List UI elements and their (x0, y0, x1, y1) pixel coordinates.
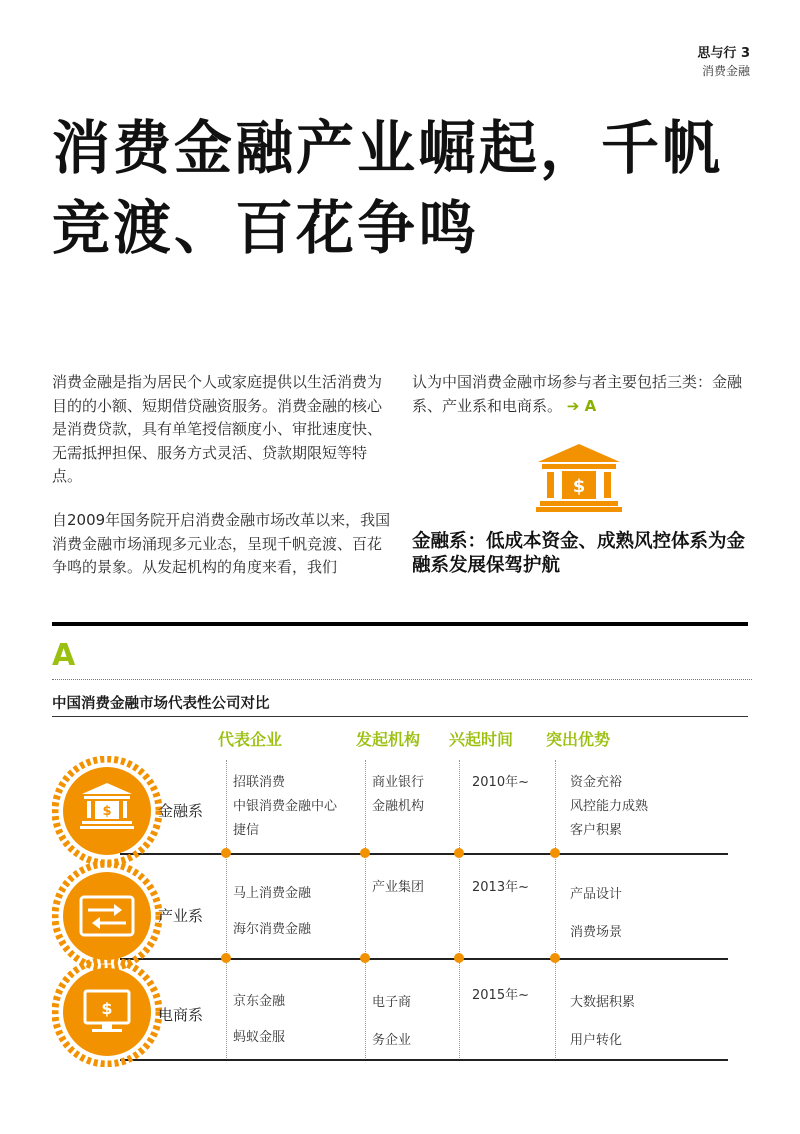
company-name: 中银消费金融中心 (233, 799, 338, 814)
advantage-item: 风控能力成熟 (570, 799, 649, 814)
junction-dot (360, 848, 370, 858)
advantage-item: 大数据积累 (570, 995, 636, 1010)
table-cell-initiator (372, 771, 424, 819)
column-guide (226, 760, 227, 1060)
computer-dollar-icon (52, 957, 162, 1067)
company-name: 京东金融 (233, 994, 286, 1009)
table-cell-companies (233, 876, 311, 948)
table-title: 中国消费金融市场代表性公司对比 (52, 696, 270, 712)
column-header-advantages: 突出优势 (546, 730, 611, 749)
page-title-line2: 竞渡、百花争鸣 (52, 194, 480, 262)
advantage-item: 用户转化 (570, 1033, 623, 1048)
junction-dot (221, 848, 231, 858)
body-paragraph-2: 自2009年国务院开启消费金融市场改革以来，我国消费金融市场涌现多元业态，呈现千帆竞渡、百花争鸣的景象。从发起机构的角度来看，我们 (52, 511, 391, 576)
junction-dot (550, 848, 560, 858)
page-title-line1: 消费金融产业崛起，千帆 (52, 114, 724, 182)
column-header-initiator: 发起机构 (356, 730, 421, 749)
bank-icon (52, 756, 162, 866)
section-letter: A (52, 638, 76, 673)
table-cell-companies (233, 984, 285, 1056)
junction-dot (454, 848, 464, 858)
page-header-subtitle: 消费金融 (701, 64, 750, 78)
table-cell-time: 2010年~ (472, 775, 529, 790)
body-paragraph-3-text: 认为中国消费金融市场参与者主要包括三类：金融系、产业系和电商系。 (412, 373, 743, 415)
table-cell-time: 2013年~ (472, 880, 529, 895)
row-separator (120, 1059, 728, 1061)
initiator-name: 商业银行 (372, 775, 425, 790)
table-cell-advantages (570, 984, 635, 1060)
company-name: 招联消费 (233, 775, 286, 790)
junction-dot (360, 953, 370, 963)
body-paragraph-1: 消费金融是指为居民个人或家庭提供以生活消费为目的的小额、短期借贷融资服务。消费金融的核心是消费贷款，具有单笔授信额度小、审批速度快、无需抵押担保、服务方式灵活、贷款期限短等特点。 (52, 373, 383, 485)
advantage-item: 消费场景 (570, 925, 623, 940)
row-separator (120, 853, 728, 855)
table-cell-initiator: 产业集团 (372, 880, 425, 895)
table-cell-companies (233, 771, 337, 843)
svg-text:$: $ (102, 804, 112, 819)
dotted-divider (52, 679, 752, 680)
company-name: 马上消费金融 (233, 886, 312, 901)
figure-reference-link[interactable]: ➔ A (566, 396, 597, 415)
junction-dot (550, 953, 560, 963)
exchange-arrows-icon (52, 861, 162, 971)
svg-text:$: $ (101, 999, 113, 1018)
company-name: 海尔消费金融 (233, 922, 312, 937)
column-guide (555, 760, 556, 1060)
table-top-rule (52, 716, 748, 717)
svg-text:$: $ (572, 476, 586, 497)
junction-dot (454, 953, 464, 963)
initiator-name: 金融机构 (372, 799, 425, 814)
table-cell-time: 2015年~ (472, 988, 529, 1003)
initiator-name: 务企业 (372, 1033, 412, 1048)
section-subheading: 金融系：低成本资金、成熟风控体系为金融系发展保驾护航 (412, 531, 746, 576)
company-name: 捷信 (233, 823, 260, 838)
row-label-ecommerce: 电商系 (158, 1006, 204, 1024)
page-title (52, 108, 752, 268)
page-header-title: 思与行 3 (697, 46, 750, 61)
row-separator (120, 958, 728, 960)
table-cell-advantages (570, 771, 648, 843)
row-label-industry: 产业系 (158, 907, 204, 925)
bank-icon (536, 442, 622, 512)
table-cell-initiator (372, 984, 411, 1060)
advantage-item: 产品设计 (570, 887, 623, 902)
row-label-finance: 金融系 (158, 802, 204, 820)
junction-dot (221, 953, 231, 963)
advantage-item: 客户积累 (570, 823, 623, 838)
advantage-item: 资金充裕 (570, 775, 623, 790)
column-guide (459, 760, 460, 1060)
column-guide (365, 760, 366, 1060)
column-header-time: 兴起时间 (449, 730, 514, 749)
initiator-name: 电子商 (372, 995, 412, 1010)
table-cell-advantages (570, 876, 622, 952)
section-divider (52, 622, 748, 626)
company-name: 蚂蚁金服 (233, 1030, 286, 1045)
body-paragraph-3 (412, 371, 757, 418)
column-header-companies: 代表企业 (218, 730, 283, 749)
